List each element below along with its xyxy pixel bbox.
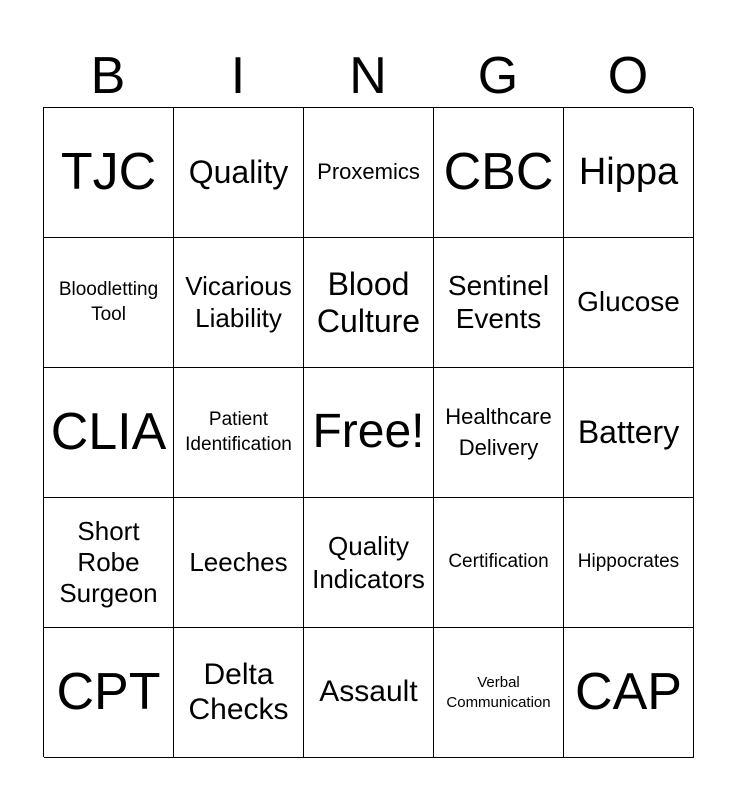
bingo-cell-r2c4[interactable] (564, 368, 694, 498)
cell-text: Healthcare Delivery (445, 403, 552, 460)
bingo-cell-r0c4[interactable] (564, 108, 694, 238)
cell-text: Assault (319, 675, 418, 709)
bingo-cell-r3c2[interactable] (304, 498, 434, 628)
bingo-cell-r2c0[interactable] (44, 368, 174, 498)
cell-text: Proxemics (317, 159, 420, 185)
cell-text: Certification (448, 551, 549, 573)
cell-text: Quality Indicators (312, 531, 425, 594)
bingo-cell-r1c3[interactable] (434, 238, 564, 368)
bingo-cell-r0c0[interactable] (44, 108, 174, 238)
header-letter-o: O (607, 47, 649, 105)
bingo-cell-r0c1[interactable] (174, 108, 304, 238)
bingo-cell-r2c3[interactable] (434, 368, 564, 498)
header-letter-i: I (230, 47, 246, 105)
cell-text: Verbal Communication (446, 674, 551, 711)
cell-text: Hippocrates (577, 551, 680, 573)
bingo-cell-r4c2[interactable] (304, 628, 434, 758)
bingo-cell-r4c3[interactable] (434, 628, 564, 758)
bingo-cell-r1c4[interactable] (564, 238, 694, 368)
cell-text: Patient Identification (185, 408, 292, 455)
bingo-cell-r0c3[interactable] (434, 108, 564, 238)
cell-text: Leeches (189, 546, 288, 577)
cell-text: Short Robe Surgeon (59, 515, 158, 609)
cell-text: Quality (188, 154, 289, 191)
bingo-cell-r3c0[interactable] (44, 498, 174, 628)
bingo-cell-r2c2[interactable] (304, 368, 434, 498)
cell-text: Blood Culture (316, 265, 421, 339)
bingo-cell-r1c1[interactable] (174, 238, 304, 368)
cell-text: TJC (60, 143, 157, 202)
cell-text: Sentinel Events (447, 270, 550, 334)
cell-text: Bloodletting Tool (58, 278, 159, 325)
bingo-board (43, 107, 693, 757)
bingo-cell-r4c0[interactable] (44, 628, 174, 758)
header-letter-g: G (477, 47, 519, 105)
bingo-cell-r4c4[interactable] (564, 628, 694, 758)
free-space-text: Free! (312, 405, 425, 459)
cell-text: CPT (56, 663, 161, 722)
cell-text: Hippa (578, 150, 679, 193)
bingo-cell-r3c1[interactable] (174, 498, 304, 628)
bingo-header (43, 44, 693, 108)
cell-text: CBC (443, 143, 554, 202)
bingo-cell-r1c0[interactable] (44, 238, 174, 368)
cell-text: Battery (577, 414, 680, 451)
bingo-cell-r3c4[interactable] (564, 498, 694, 628)
bingo-cell-r4c1[interactable] (174, 628, 304, 758)
cell-text: Glucose (577, 286, 680, 318)
bingo-cell-r1c2[interactable] (304, 238, 434, 368)
header-letter-n: N (349, 47, 387, 105)
cell-text: CAP (575, 663, 682, 722)
bingo-cell-r3c3[interactable] (434, 498, 564, 628)
cell-text: CLIA (50, 403, 167, 462)
bingo-cell-r0c2[interactable] (304, 108, 434, 238)
cell-text: Vicarious Liability (185, 271, 292, 333)
cell-text: Delta Checks (188, 658, 289, 726)
bingo-cell-r2c1[interactable] (174, 368, 304, 498)
header-letter-b: B (90, 47, 126, 105)
